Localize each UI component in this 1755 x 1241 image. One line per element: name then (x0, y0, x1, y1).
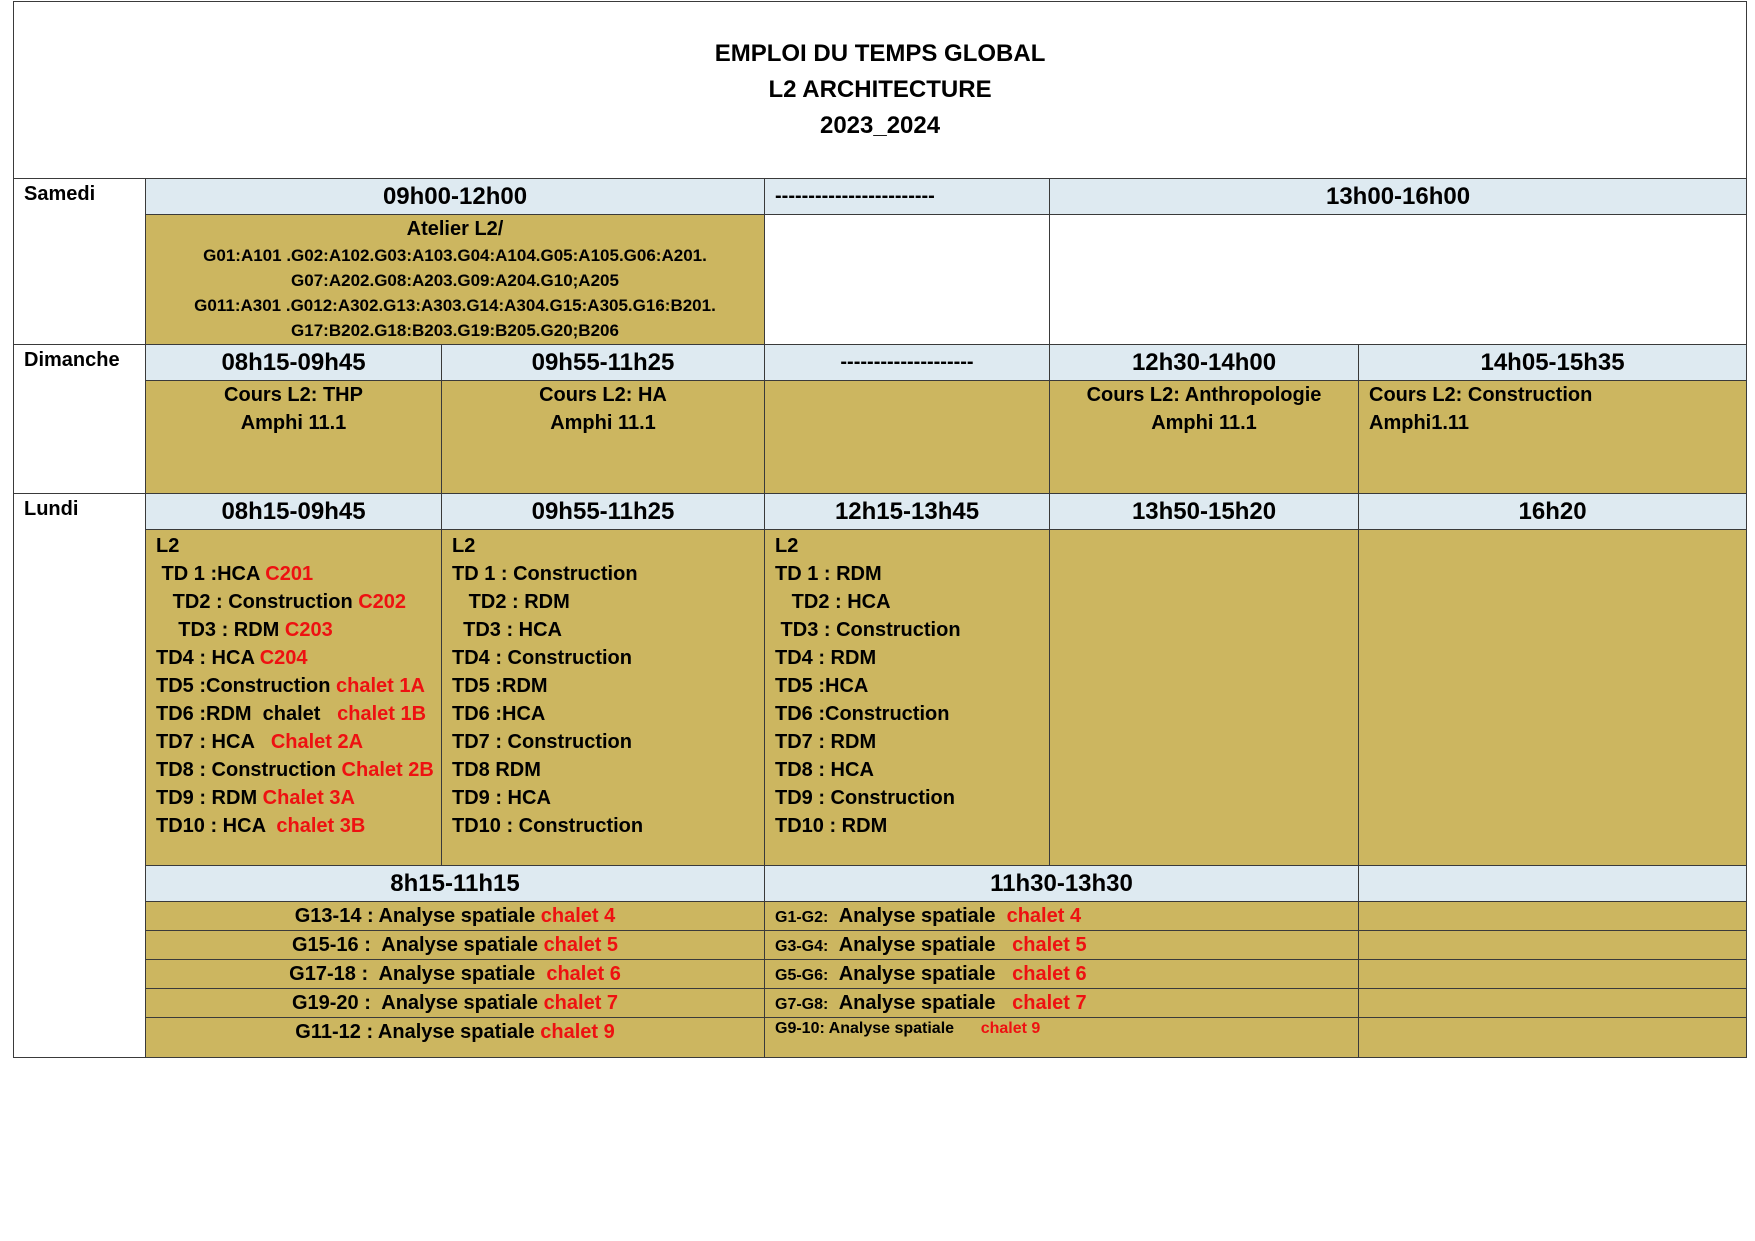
row-room: chalet 9 (540, 1021, 615, 1043)
row-text: Analyse spatiale (828, 934, 1013, 956)
td-entry: TD10 : Construction (452, 815, 644, 837)
td-entry (156, 756, 441, 784)
td-entry (156, 784, 441, 812)
row-room: chalet 9 (980, 1020, 1041, 1037)
td-label: TD2 : Construction (156, 591, 359, 613)
title-block (14, 2, 1747, 179)
row-group: G7-G8: (775, 996, 829, 1013)
row-room: chalet 7 (1012, 992, 1087, 1014)
td-entry: TD10 : RDM (775, 815, 888, 837)
td-entry (156, 588, 441, 616)
td-label: L2 (156, 535, 180, 557)
row-text: G19-20 : Analyse spatiale (291, 992, 544, 1014)
td-entry (156, 700, 441, 728)
analyse-right-row (765, 1018, 1359, 1058)
td-label: TD8 : Construction (156, 759, 342, 781)
td-entry: TD4 : RDM (775, 647, 877, 669)
row-text: Analyse spatiale (828, 963, 1013, 985)
td-entry: TD 1 : Construction (452, 563, 638, 585)
title-line-1: EMPLOI DU TEMPS GLOBAL (714, 40, 1046, 67)
timetable-frame (13, 1, 1746, 1065)
td-label: TD5 :Construction (156, 675, 336, 697)
td-entry: L2 (452, 535, 476, 557)
row-group: G9-10: (775, 1020, 825, 1037)
td-room: chalet 1A (336, 675, 425, 697)
course-name: Cours L2: THP (224, 384, 363, 406)
course-room: Amphi 11.1 (550, 412, 656, 434)
samedi-atelier-cell (146, 215, 765, 345)
row-text: Analyse spatiale (828, 905, 1007, 927)
td-entry: TD6 :HCA (452, 703, 546, 725)
dimanche-slot-3-header: -------------------- (765, 345, 1050, 381)
day-dimanche: Dimanche (14, 345, 146, 494)
analyse-empty (1359, 1018, 1747, 1058)
atelier-groups-4: G17:B202.G18:B203.G19:B205.G20;B206 (291, 321, 619, 340)
dimanche-course-construction (1359, 381, 1747, 494)
row-room: chalet 4 (540, 905, 616, 927)
row-text: G11-12 : Analyse spatiale (295, 1021, 541, 1043)
analyse-left-row (146, 1018, 765, 1058)
row-room: chalet 5 (1012, 934, 1087, 956)
row-room: chalet 6 (546, 963, 621, 985)
td-entry: TD 1 : RDM (775, 563, 882, 585)
td-entry (156, 644, 441, 672)
atelier-title: Atelier L2/ (406, 218, 504, 240)
timetable (13, 1, 1747, 1058)
samedi-slot-3-header: 13h00-16h00 (1050, 179, 1747, 215)
row-room: chalet 7 (543, 992, 619, 1014)
analyse-empty (1359, 931, 1747, 960)
td-room: C201 (265, 563, 314, 585)
td-room: C203 (284, 619, 333, 641)
td-entry: TD8 : HCA (775, 759, 874, 781)
course-name: Cours L2: HA (539, 384, 667, 406)
row-text: Analyse spatiale (828, 992, 1013, 1014)
td-entry: TD2 : RDM (452, 591, 570, 613)
dimanche-course-anthropologie (1050, 381, 1359, 494)
row-text: G17-18 : Analyse spatiale (289, 963, 547, 985)
row-room: chalet 5 (543, 934, 619, 956)
td-entry: TD4 : Construction (452, 647, 632, 669)
analyse-right-row (765, 931, 1359, 960)
td-room: Chalet 2B (341, 759, 434, 781)
row-room: chalet 4 (1006, 905, 1082, 927)
dimanche-course-ha (442, 381, 765, 494)
course-name: Cours L2: Construction (1369, 384, 1593, 406)
lundi-slot-7-header: 11h30-13h30 (765, 866, 1359, 902)
td-entry: TD7 : RDM (775, 731, 877, 753)
dimanche-empty (765, 381, 1050, 494)
td-entry: TD7 : Construction (452, 731, 632, 753)
td-room: Chalet 2A (270, 731, 364, 753)
td-entry: TD8 RDM (452, 759, 541, 781)
td-entry (156, 672, 441, 700)
row-text: Analyse spatiale (824, 1020, 981, 1037)
lundi-slot-8-header (1359, 866, 1747, 902)
td-entry: TD3 : Construction (775, 619, 961, 641)
course-room: Amphi 11.1 (240, 412, 347, 434)
lundi-slot-5-header: 16h20 (1359, 494, 1747, 530)
samedi-empty-1 (765, 215, 1050, 345)
analyse-empty (1359, 902, 1747, 931)
td-room: Chalet 3A (262, 787, 355, 809)
atelier-groups-3: G011:A301 .G012:A302.G13:A303.G14:A304.G15:A305.G16:B201. (194, 296, 716, 315)
lundi-slot-2-header: 09h55-11h25 (442, 494, 765, 530)
td-room: C204 (259, 647, 308, 669)
lundi-slot-4-header: 13h50-15h20 (1050, 494, 1359, 530)
td-entry: TD3 : HCA (452, 619, 562, 641)
row-text: G13-14 : Analyse spatiale (294, 905, 541, 927)
dimanche-slot-1-header: 08h15-09h45 (146, 345, 442, 381)
td-label: TD9 : RDM (156, 787, 263, 809)
title-line-2: L2 ARCHITECTURE (768, 76, 992, 103)
course-room: Amphi 11.1 (1151, 412, 1257, 434)
lundi-slot-1-header: 08h15-09h45 (146, 494, 442, 530)
td-label: TD10 : HCA (156, 815, 277, 837)
td-entry (156, 532, 441, 560)
lundi-empty-2 (1359, 530, 1747, 866)
td-room: chalet 3B (276, 815, 366, 837)
td-label: TD 1 :HCA (156, 563, 266, 585)
lundi-td-list-2 (442, 530, 765, 866)
analyse-left-row (146, 902, 765, 931)
td-entry: TD5 :HCA (775, 675, 869, 697)
td-label: TD7 : HCA (156, 731, 271, 753)
lundi-slot-3-header: 12h15-13h45 (765, 494, 1050, 530)
dimanche-course-thp (146, 381, 442, 494)
td-entry (156, 728, 441, 756)
row-group: G5-G6: (775, 967, 829, 984)
td-entry: TD9 : HCA (452, 787, 551, 809)
td-entry: TD2 : HCA (775, 591, 891, 613)
course-room: Amphi1.11 (1369, 412, 1470, 434)
td-entry (156, 812, 441, 840)
td-entry: TD5 :RDM (452, 675, 548, 697)
td-label: TD3 : RDM (156, 619, 285, 641)
lundi-td-list-1 (146, 530, 442, 866)
analyse-left-row (146, 960, 765, 989)
title-line-3: 2023_2024 (819, 112, 941, 139)
td-entry: L2 (775, 535, 799, 557)
day-lundi: Lundi (14, 494, 146, 1058)
analyse-left-row (146, 931, 765, 960)
samedi-slot-2-header: ------------------------ (765, 179, 1050, 215)
analyse-right-row (765, 989, 1359, 1018)
dimanche-slot-2-header: 09h55-11h25 (442, 345, 765, 381)
td-entry (156, 616, 441, 644)
dimanche-slot-4-header: 12h30-14h00 (1050, 345, 1359, 381)
row-text: G15-16 : Analyse spatiale (291, 934, 544, 956)
td-label: TD6 :RDM chalet (156, 703, 338, 725)
row-room: chalet 6 (1012, 963, 1087, 985)
td-room: chalet 1B (337, 703, 427, 725)
analyse-empty (1359, 960, 1747, 989)
row-group: G3-G4: (775, 938, 829, 955)
analyse-right-row (765, 902, 1359, 931)
row-group: G1-G2: (775, 909, 829, 926)
lundi-empty-1 (1050, 530, 1359, 866)
lundi-slot-6-header: 8h15-11h15 (146, 866, 765, 902)
samedi-empty-2 (1050, 215, 1747, 345)
analyse-left-row (146, 989, 765, 1018)
td-entry: TD9 : Construction (775, 787, 955, 809)
lundi-td-list-3 (765, 530, 1050, 866)
day-samedi: Samedi (14, 179, 146, 345)
dimanche-slot-5-header: 14h05-15h35 (1359, 345, 1747, 381)
analyse-empty (1359, 989, 1747, 1018)
atelier-groups-1: G01:A101 .G02:A102.G03:A103.G04:A104.G05:A105.G06:A201. (203, 246, 707, 265)
atelier-groups-2: G07:A202.G08:A203.G09:A204.G10;A205 (291, 271, 619, 290)
analyse-right-row (765, 960, 1359, 989)
td-entry (156, 560, 441, 588)
samedi-slot-1-header: 09h00-12h00 (146, 179, 765, 215)
td-label: TD4 : HCA (156, 647, 260, 669)
td-room: C202 (358, 591, 407, 613)
td-entry: TD6 :Construction (775, 703, 950, 725)
course-name: Cours L2: Anthropologie (1086, 384, 1322, 406)
